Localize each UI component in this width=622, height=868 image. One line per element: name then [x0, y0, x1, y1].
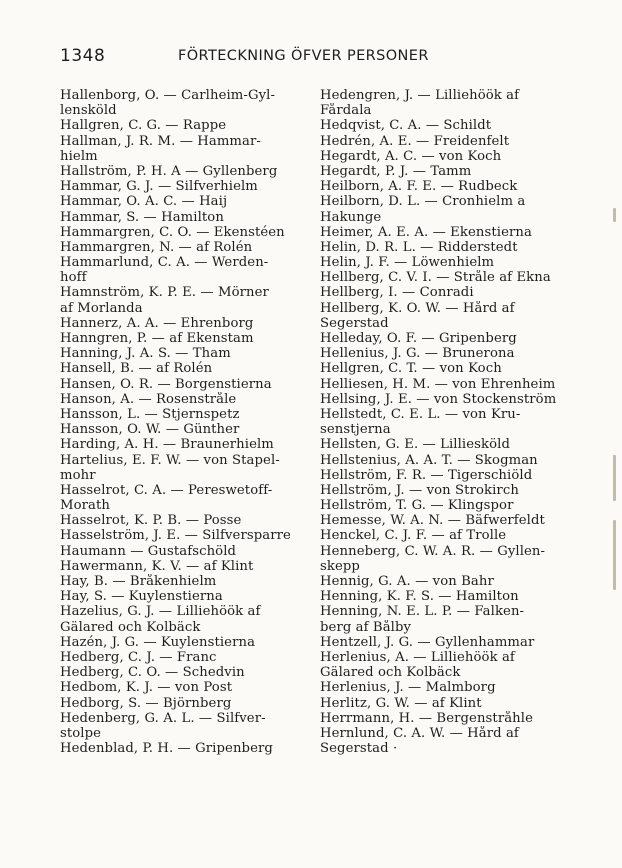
entry-line: Hanson, A. — Rosenstråle	[60, 391, 237, 407]
entry-line: Hedengren, J. — Lilliehöök af	[320, 88, 520, 103]
entry-line: Hay, S. — Kuylenstierna	[60, 589, 223, 605]
page-header	[60, 46, 570, 68]
entry-line: Hedrén, A. E. — Freidenfelt	[320, 133, 510, 149]
edge-mark	[613, 455, 616, 501]
entry-line: Hammargren, C. O. — Ekenstéen	[60, 224, 285, 240]
entry-line: Gälared och Kolbäck	[320, 665, 461, 681]
entry-line: Gälared och Kolbäck	[60, 619, 201, 635]
entry-line: Hentzell, J. G. — Gyllenhammar	[320, 634, 535, 650]
entry-line: Heilborn, D. L. — Cronhielm a	[320, 194, 526, 210]
entry-line: Hannerz, A. A. — Ehrenborg	[60, 315, 254, 331]
entry-line: Hazén, J. G. — Kuylenstierna	[60, 634, 256, 650]
entry-line: Hallgren, C. G. — Rappe	[60, 118, 227, 134]
entry-line: Hellstenius, A. A. T. — Skogman	[320, 452, 538, 468]
page-number: 1348	[60, 46, 106, 66]
entry-line: Hedberg, C. J. — Franc	[60, 649, 217, 665]
entry-line: Herlenius, J. — Malmborg	[320, 680, 496, 696]
entry-line: Haumann — Gustafschöld	[60, 543, 237, 559]
entry-line: Hennig, G. A. — von Bahr	[320, 574, 494, 589]
entry-line: Morath	[60, 498, 111, 514]
entry-line: Helin, D. R. L. — Ridderstedt	[320, 239, 518, 255]
entry-line: Hegardt, A. C. — von Koch	[320, 148, 502, 164]
entry-line: Herlitz, G. W. — af Klint	[320, 695, 482, 711]
entry-line: Hansson, O. W. — Günther	[60, 422, 240, 438]
edge-mark	[613, 208, 616, 222]
entry-line: Hasselström, J. E. — Silfversparre	[60, 528, 291, 544]
entry-line: Hellberg, C. V. I. — Stråle af Ekna	[320, 270, 551, 286]
entry-line: Hawermann, K. V. — af Klint	[60, 558, 254, 574]
entry-line: Segerstad	[320, 315, 389, 331]
entry-line: Hallenborg, O. — Carlheim-Gyl-	[60, 88, 276, 103]
entry-line: Hammarlund, C. A. — Werden-	[60, 255, 269, 271]
entry-line: Hegardt, P. J. — Tamm	[320, 163, 472, 179]
running-title: FÖRTECKNING ÖFVER PERSONER	[178, 48, 429, 64]
entry-line: Henckel, C. J. F. — af Trolle	[320, 528, 507, 544]
entry-line: hoff	[60, 270, 87, 286]
entry-line: Hartelius, E. F. W. — von Stapel-	[60, 452, 280, 468]
entry-line: Hanngren, P. — af Ekenstam	[60, 331, 254, 346]
entry-line: Hellsten, G. E. — Lilliesköld	[320, 437, 511, 453]
entry-line: Hellsing, J. E. — von Stockenström	[320, 391, 557, 407]
entry-line: Hammargren, N. — af Rolén	[60, 239, 253, 255]
entry-line: Hasselrot, C. A. — Pereswetoff-	[60, 482, 273, 498]
entry-line: lensköld	[60, 103, 117, 119]
entry-line: Hedbom, K. J. — von Post	[60, 680, 233, 696]
entry-line: mohr	[60, 467, 96, 483]
entry-line: Hallman, J. R. M. — Hammar-	[60, 133, 261, 149]
entry-line: Hernlund, C. A. W. — Hård af	[320, 725, 519, 741]
entry-line: Hellberg, K. O. W. — Hård af	[320, 300, 515, 316]
entry-line: Hedenblad, P. H. — Gripenberg	[60, 741, 273, 757]
entry-line: Henning, K. F. S. — Hamilton	[320, 589, 519, 605]
entry-line: Hansen, O. R. — Borgenstierna	[60, 376, 272, 392]
entry-line: Herrmann, H. — Bergenstråhle	[320, 710, 534, 726]
entry-line: Hakunge	[320, 209, 382, 225]
entry-line: Hedenberg, G. A. L. — Silfver-	[60, 710, 266, 726]
entry-line: Hedqvist, C. A. — Schildt	[320, 118, 492, 134]
entry-line: Hanning, J. A. S. — Tham	[60, 346, 231, 362]
entry-line: Hansell, B. — af Rolén	[60, 361, 213, 377]
entry-line: Hammar, G. J. — Silfverhielm	[60, 179, 258, 195]
entry-line: Hellström, J. — von Strokirch	[320, 482, 519, 498]
entry-line: Heimer, A. E. A. — Ekenstierna	[320, 224, 532, 240]
entry-line: Hellström, T. G. — Klingspor	[320, 498, 514, 514]
entry-line: af Morlanda	[60, 300, 143, 316]
entry-line: Henneberg, C. W. A. R. — Gyllen-	[320, 543, 546, 559]
entry-line: Hazelius, G. J. — Lilliehöök af	[60, 604, 261, 620]
entry-line: Hellström, F. R. — Tigerschiöld	[320, 467, 533, 483]
entry-line: Harding, A. H. — Braunerhielm	[60, 437, 274, 453]
entry-line: Hemesse, W. A. N. — Bäfwerfeldt	[320, 513, 545, 529]
entry-line: Fårdala	[320, 103, 372, 119]
entry-line: Hay, B. — Bråkenhielm	[60, 574, 217, 589]
entry-line: Herlenius, A. — Lilliehöök af	[320, 649, 515, 665]
entry-line: Hansson, L. — Stjernspetz	[60, 406, 240, 422]
entry-line: stolpe	[60, 725, 102, 741]
entry-line: Helliesen, H. M. — von Ehrenheim	[320, 376, 556, 392]
entry-line: Hellstedt, C. E. L. — von Kru-	[320, 406, 521, 422]
entry-line: Hammar, S. — Hamilton	[60, 209, 224, 225]
entry-line: Hellgren, C. T. — von Koch	[320, 361, 502, 377]
entry-line: Hedberg, C. O. — Schedvin	[60, 665, 245, 681]
entry-line: Hasselrot, K. P. B. — Posse	[60, 513, 242, 529]
entry-line: Helleday, O. F. — Gripenberg	[320, 331, 517, 346]
entry-line: senstjerna	[320, 422, 391, 438]
entry-line: Heilborn, A. F. E. — Rudbeck	[320, 179, 518, 195]
entry-line: Hammar, O. A. C. — Haij	[60, 194, 228, 210]
entry-line: Segerstad ·	[320, 741, 398, 757]
entry-line: Hellberg, I. — Conradi	[320, 285, 474, 301]
entry-line: Hallström, P. H. A — Gyllenberg	[60, 163, 278, 179]
entry-line: skepp	[320, 558, 360, 574]
entry-line: berg af Bålby	[320, 619, 412, 635]
entry-line: hielm	[60, 148, 98, 164]
entry-line: Hellenius, J. G. — Brunerona	[320, 346, 515, 362]
page-edge	[592, 0, 622, 868]
entry-line: Henning, N. E. L. P. — Falken-	[320, 604, 525, 620]
entry-line: Helin, J. F. — Löwenhielm	[320, 255, 495, 271]
right-column	[320, 88, 592, 756]
entry-line: Hamnström, K. P. E. — Mörner	[60, 285, 269, 301]
edge-mark	[613, 520, 616, 590]
entry-line: Hedborg, S. — Björnberg	[60, 695, 232, 711]
left-column	[60, 88, 306, 756]
